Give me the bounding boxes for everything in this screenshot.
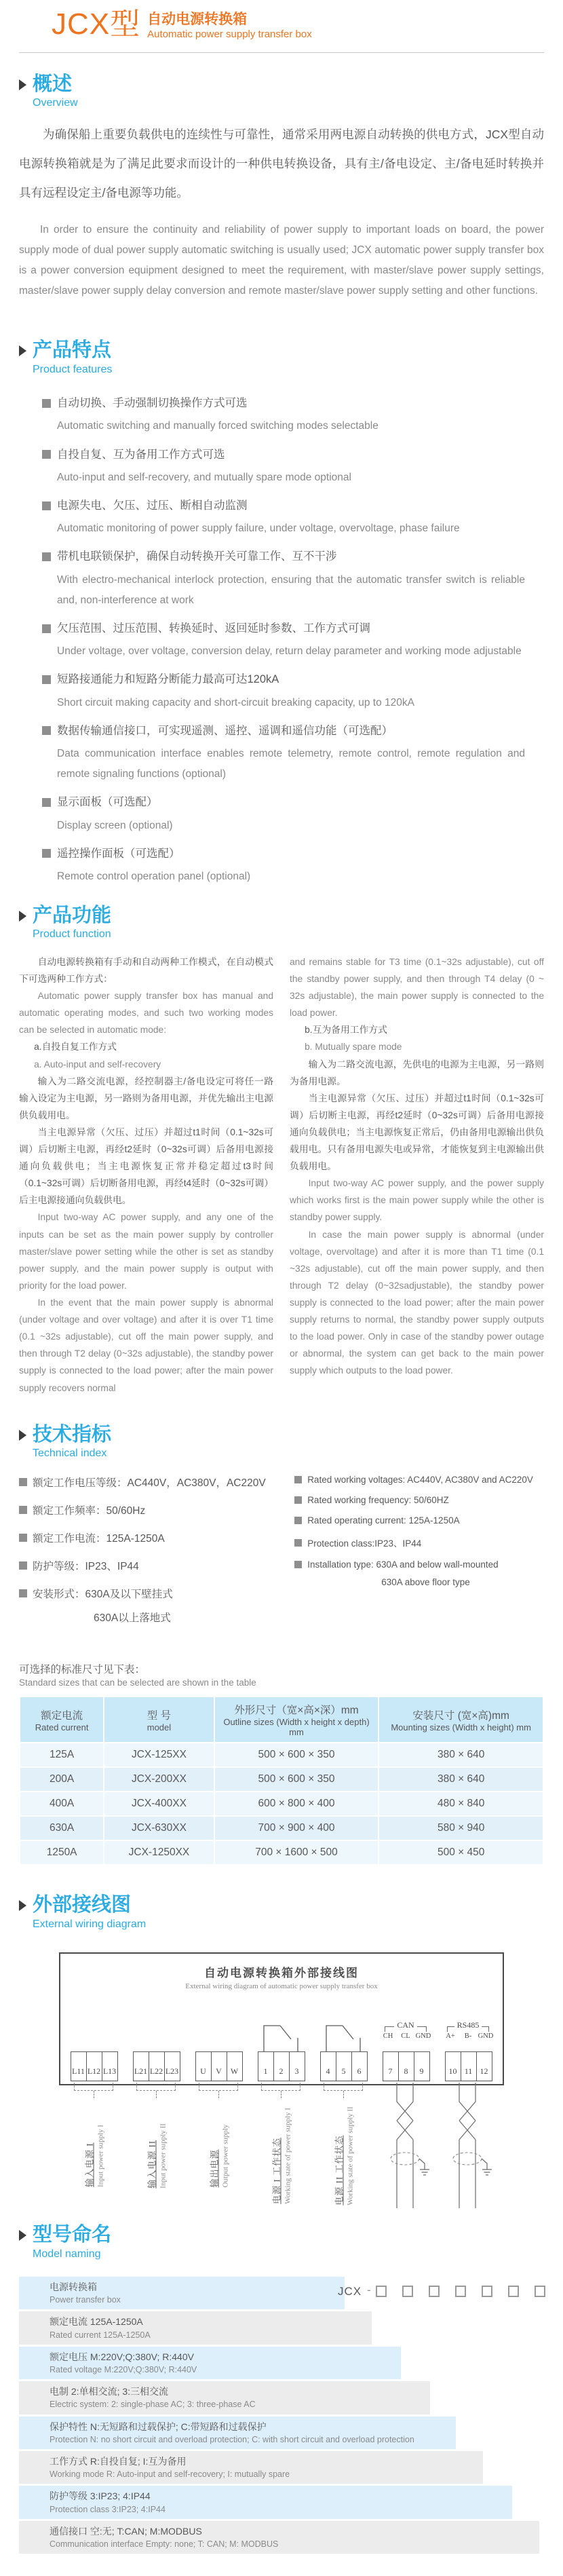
feature-text-cn: 显示面板（可选配） xyxy=(57,796,158,809)
function-paragraph: Input two-way AC power supply, and any one of the inputs can be set as the main power supply by controller master/slave power setting while the other is set as standby power supply, and the main power supply is output with priority for the load power. xyxy=(19,1212,273,1291)
ground-icon xyxy=(419,2159,429,2175)
spec-item xyxy=(19,1502,281,1517)
section-heading-overview xyxy=(19,73,544,111)
section-title-en: External wiring diagram xyxy=(33,1918,147,1930)
terminal: 11 xyxy=(461,2051,477,2081)
bracket-line xyxy=(218,2091,219,2098)
bracket-line xyxy=(324,2083,363,2091)
naming-row: 保护特性 N:无短路和过载保护; C:带短路和过载保护 Protection N: no short circuit and overload protection; C: with short circuit and overload protection xyxy=(19,2417,456,2449)
feature-text-en: Remote control operation panel (optional) xyxy=(57,870,251,882)
square-bullet-icon xyxy=(42,624,51,633)
section-title-en: Technical index xyxy=(33,1447,107,1460)
feature-item xyxy=(42,720,544,785)
spec-item xyxy=(294,1559,544,1570)
group-label: 输出电源 Output power supply xyxy=(209,2124,230,2188)
spec-text: Rated working frequency: 50/60HZ xyxy=(307,1495,449,1506)
feature-text-en: With electro-mechanical interlock protection, ensuring that the automatic transfer switch is reliable and, non-interference at work xyxy=(57,573,525,606)
section-title-cn: 技术指标 xyxy=(33,1423,112,1445)
feature-list xyxy=(42,392,544,887)
square-bullet-icon xyxy=(42,552,51,561)
triangle-icon xyxy=(19,911,26,922)
function-paragraph: Automatic power supply transfer box has manual and automatic operating modes, and such two working modes can be selected in automatic mode: xyxy=(19,991,273,1036)
naming-row: 通信接口 空:无; T:CAN; M:MODBUS Communication interface Empty: none; T: CAN; M: MODBUS xyxy=(19,2521,539,2554)
technical-en-column xyxy=(294,1475,544,1634)
feature-text-cn: 自投自复、互为备用工作方式可选 xyxy=(57,448,225,461)
col-header-rated-current: 额定电流 Rated current xyxy=(20,1697,103,1742)
col-header-model: 型 号 model xyxy=(104,1697,213,1742)
can-bus-label: CAN xyxy=(379,2020,432,2032)
square-bullet-icon xyxy=(294,1496,302,1504)
feature-text-cn: 自动切换、手动强制切换操作方式可选 xyxy=(57,397,248,410)
product-name-cn: 自动电源转换箱 xyxy=(147,12,248,27)
cell-rated-current: 1250A xyxy=(20,1841,103,1864)
terminal: 2 xyxy=(273,2051,290,2081)
spec-text: Rated working voltages: AC440V, AC380V and AC220V xyxy=(307,1475,533,1485)
function-paragraph: 当主电源异常（欠压、过压）并超过t1时间（0.1~32s可调）后切断主电源，再经t2延时（0~32s可调）后备用电源接通向负载供电；当主电源恢复正常后，仍由备用电源输出供负载用电。只有备用电源失电或异常，才能恢复到主电源输出供负载用电。 xyxy=(290,1093,544,1172)
section-title-cn: 外部接线图 xyxy=(33,1894,132,1916)
rs485-pin-labels: A+ B- GND xyxy=(446,2032,494,2041)
spec-item xyxy=(19,1558,281,1573)
square-bullet-icon xyxy=(294,1561,302,1568)
group-label: 输入电源 II Input power supply II xyxy=(147,2123,168,2189)
spec-item xyxy=(294,1536,544,1549)
switch-contact-icon xyxy=(254,2020,307,2051)
table-row xyxy=(20,1792,543,1815)
code-box xyxy=(535,2286,545,2297)
spec-text: Rated operating current: 125A-1250A xyxy=(307,1515,460,1526)
terminal-group-rs485 xyxy=(442,1952,494,2218)
section-title-cn: 产品功能 xyxy=(33,905,112,927)
overview-paragraph-cn: 为确保船上重要负载供电的连续性与可靠性，通常采用两电源自动转换的供电方式，JCX型自动电源转换箱就是为了满足此要求而设计的一种供电转换设备，具有主/备电设定、主/备电延时转换并具有远程设定主/备电源等功能。 xyxy=(19,128,544,200)
table-row xyxy=(20,1743,543,1766)
model-dash: - xyxy=(367,2283,371,2296)
bracket-line xyxy=(343,2091,344,2098)
section-heading-features xyxy=(19,339,544,377)
spec-item xyxy=(19,1530,281,1545)
ground-icon xyxy=(482,2159,492,2175)
diagram-title-cn: 自动电源转换箱外部接线图 xyxy=(204,1967,359,1980)
feature-text-en: Automatic monitoring of power supply failure, under voltage, overvoltage, phase failure xyxy=(57,523,460,535)
cell-outline-size: 700 × 1600 × 500 xyxy=(215,1841,378,1864)
header-divider xyxy=(19,52,544,53)
feature-item xyxy=(42,618,544,662)
square-bullet-icon xyxy=(42,726,51,735)
section-title-cn: 型号命名 xyxy=(33,2224,112,2246)
function-paragraph: b.互为备用工作方式 xyxy=(305,1025,387,1036)
cell-model: JCX-630XX xyxy=(104,1817,213,1840)
cell-rated-current: 400A xyxy=(20,1792,103,1815)
bracket-line xyxy=(199,2083,238,2091)
model-naming-diagram xyxy=(19,2277,544,2554)
page-header xyxy=(19,7,544,41)
cell-model: JCX-200XX xyxy=(104,1768,213,1791)
square-bullet-icon xyxy=(19,1534,27,1542)
spec-text: 额定工作频率：50/60Hz xyxy=(33,1505,146,1517)
feature-text-cn: 遥控操作面板（可选配） xyxy=(57,847,180,860)
bracket-line xyxy=(136,2083,176,2091)
feature-text-cn: 欠压范围、过压范围、转换延时、返回延时参数、工作方式可调 xyxy=(57,622,370,634)
code-box xyxy=(455,2286,466,2297)
feature-item xyxy=(42,444,544,488)
function-paragraph: 输入为二路交流电源，先供电的电源为主电源，另一路则为备用电源。 xyxy=(290,1059,544,1086)
technical-cn-column xyxy=(19,1475,281,1634)
function-paragraph: a.自投自复工作方式 xyxy=(34,1042,117,1053)
section-title-en: Product function xyxy=(33,928,111,941)
triangle-icon xyxy=(19,1430,26,1441)
group-label: 电源 I 工作状态 Working state of power supply I xyxy=(271,2108,292,2205)
function-paragraph: 当主电源异常（欠压、过压）并超过t1时间（0.1~32s可调）后切断主电源，再经t2延时（0~32s可调）后备用电源接通向负载供电；当主电源恢复正常并稳定超过t3时间（0.1~32s可调）后切断备用电源，再经t4延时（0~32s可调）后主电源接通向负载供电。 xyxy=(19,1126,273,1206)
section-title-en: Product features xyxy=(33,363,113,375)
naming-row: 防护等级 3:IP23; 4:IP44 Protection class 3:IP23; 4:IP44 xyxy=(19,2486,512,2518)
model-prefix: JCX xyxy=(338,2284,362,2298)
terminal: 4 xyxy=(320,2051,336,2081)
section-heading-technical xyxy=(19,1424,544,1462)
square-bullet-icon xyxy=(19,1478,27,1486)
terminal: 3 xyxy=(289,2051,305,2081)
feature-item xyxy=(42,495,544,539)
terminal-groups xyxy=(59,1952,504,2218)
feature-text-en: Under voltage, over voltage, conversion delay, return delay parameter and working mode adjustable xyxy=(57,645,522,658)
cell-model: JCX-400XX xyxy=(104,1792,213,1815)
code-box xyxy=(429,2286,440,2297)
terminal: L12 xyxy=(86,2051,102,2081)
function-paragraph: 自动电源转换箱有手动和自动两种工作模式，在自动模式下可选两种工作方式： xyxy=(19,956,273,984)
function-paragraph: b. Mutually spare mode xyxy=(305,1042,402,1053)
cell-mounting-size: 480 × 840 xyxy=(379,1792,543,1815)
col-header-outline-sizes: 外形尺寸（宽×高×深）mm Outline sizes (Width x height x depth) mm xyxy=(215,1697,378,1742)
naming-row: 电源转换箱 Power transfer box xyxy=(19,2277,345,2309)
feature-item xyxy=(42,392,544,436)
terminal-group-can xyxy=(379,1952,432,2218)
terminal: 10 xyxy=(445,2051,461,2081)
diagram-title-en: External wiring diagram of automatic power supply transfer box xyxy=(185,1982,378,1991)
spec-item xyxy=(19,1475,281,1490)
triangle-icon xyxy=(19,79,26,90)
cell-mounting-size: 500 × 450 xyxy=(379,1841,543,1864)
twisted-pair-icon xyxy=(379,2083,432,2208)
cell-outline-size: 600 × 800 × 400 xyxy=(215,1792,378,1815)
cell-rated-current: 125A xyxy=(20,1743,103,1766)
spec-item xyxy=(19,1586,281,1601)
feature-text-en: Auto-input and self-recovery, and mutually spare mode optional xyxy=(57,471,351,483)
terminal: U xyxy=(195,2051,212,2081)
table-row xyxy=(20,1817,543,1840)
feature-item xyxy=(42,791,544,835)
function-columns xyxy=(19,953,544,1397)
naming-row: 电制 2:单相交流; 3:三相交流 Electric system: 2: single-phase AC; 3: three-phase AC xyxy=(19,2381,430,2414)
bracket-line xyxy=(156,2091,157,2098)
spec-text: 安装形式：630A及以下壁挂式 xyxy=(33,1589,173,1601)
feature-text-cn: 数据传输通信接口，可实现遥测、遥控、遥调和遥信功能（可选配） xyxy=(57,724,393,737)
terminal: 1 xyxy=(258,2051,274,2081)
feature-item xyxy=(42,668,544,713)
cell-mounting-size: 380 × 640 xyxy=(379,1768,543,1791)
spec-text: Installation type: 630A and below wall-mounted xyxy=(307,1559,499,1570)
function-paragraph: Input two-way AC power supply, and the power supply which works first is the main power supply while the other is standby power supply. xyxy=(290,1178,544,1223)
square-bullet-icon xyxy=(42,450,51,459)
terminal: L22 xyxy=(149,2051,165,2081)
section-title-en: Overview xyxy=(33,97,78,109)
terminal-group-state2 xyxy=(317,1952,370,2218)
section-heading-function xyxy=(19,905,544,943)
cell-rated-current: 200A xyxy=(20,1768,103,1791)
square-bullet-icon xyxy=(42,399,51,408)
section-title-en: Model naming xyxy=(33,2248,101,2260)
feature-text-en: Data communication interface enables remote telemetry, remote control, remote regulation and remote signaling functions (optional) xyxy=(57,747,525,780)
overview-paragraph-en: In order to ensure the continuity and reliability of power supply to important loads on board, the power supply mode of dual power supply automatic switching is usually used; JCX automatic power supply transfer box is a power conversion equipment designed to meet the requirement, with master/slave power supply settings, master/slave power supply delay conversion and remote master/slave power supply setting and other functions. xyxy=(19,223,544,297)
code-box xyxy=(508,2286,519,2297)
section-title-cn: 产品特点 xyxy=(33,339,112,362)
triangle-icon xyxy=(19,345,26,356)
function-paragraph: and remains stable for T3 time (0.1~32s adjustable), cut off the standby power supply, and then through T4 delay (0 ~ 32s adjustable), the main power supply is connected to the load power. xyxy=(290,956,544,1019)
terminal: L23 xyxy=(164,2051,180,2081)
terminal-group-input2 xyxy=(130,1952,182,2218)
feature-text-en: Automatic switching and manually forced switching modes selectable xyxy=(57,420,378,432)
square-bullet-icon xyxy=(294,1476,302,1483)
cell-outline-size: 700 × 900 × 400 xyxy=(215,1817,378,1840)
terminal: 5 xyxy=(336,2051,352,2081)
square-bullet-icon xyxy=(19,1561,27,1570)
square-bullet-icon xyxy=(42,675,51,684)
function-right-column xyxy=(290,953,544,1397)
naming-row: 工作方式 R:自投自复; I:互为备用 Working mode R: Auto-input and self-recovery; I: mutually spare xyxy=(19,2451,483,2484)
spec-item xyxy=(294,1475,544,1485)
section-heading-wiring xyxy=(19,1894,544,1932)
square-bullet-icon xyxy=(19,1589,27,1597)
code-box xyxy=(402,2286,413,2297)
terminal: L13 xyxy=(102,2051,118,2081)
function-paragraph: a. Auto-input and self-recovery xyxy=(34,1059,161,1069)
square-bullet-icon xyxy=(294,1517,302,1524)
technical-columns xyxy=(19,1475,544,1634)
terminal: V xyxy=(211,2051,227,2081)
spec-item xyxy=(294,1515,544,1526)
square-bullet-icon xyxy=(19,1506,27,1514)
naming-row: 额定电流 125A-1250A Rated current 125A-1250A xyxy=(19,2311,372,2344)
table-row xyxy=(20,1841,543,1864)
rs485-bus-label: RS485 xyxy=(442,2020,494,2032)
terminal: 9 xyxy=(414,2051,430,2081)
cell-outline-size: 500 × 600 × 350 xyxy=(215,1743,378,1766)
square-bullet-icon xyxy=(42,798,51,807)
cell-model: JCX-1250XX xyxy=(104,1841,213,1864)
product-model-title: JCX型 xyxy=(52,7,141,41)
bracket-line xyxy=(281,2091,282,2098)
table-row xyxy=(20,1768,543,1791)
cell-model: JCX-125XX xyxy=(104,1743,213,1766)
cell-mounting-size: 380 × 640 xyxy=(379,1743,543,1766)
cell-mounting-size: 580 × 940 xyxy=(379,1817,543,1840)
feature-item xyxy=(42,843,544,887)
cell-outline-size: 500 × 600 × 350 xyxy=(215,1768,378,1791)
table-header-row xyxy=(20,1697,543,1742)
product-name-en: Automatic power supply transfer box xyxy=(147,29,312,41)
function-paragraph: In the event that the main power supply is abnormal (under voltage and over voltage) and after it is over T1 time (0.1 ~32s adjustable), cut off the main power supply, and then through T2 delay (0~32s adjustable), the standby power supply is connected to the load power; after the main power supply recovers normal xyxy=(19,1298,273,1393)
spec-subtext: 630A以上落地式 xyxy=(94,1612,171,1625)
function-paragraph: In case the main power supply is abnormal (under voltage, overvoltage) and after it is more than T1 time (0.1 ~32s adjustable), cut off the main power supply, and then through T2 delay (0~32sadjustable), the standby power supply is connected to the load power; after the main power supply returns to normal, the standby power supply outputs to the load power. Only in case of the standby power outage or abnormal, the system can get back to the main power supply which outputs to the load power. xyxy=(290,1229,544,1376)
standard-sizes-table xyxy=(19,1696,544,1865)
code-box xyxy=(482,2286,492,2297)
terminal: 8 xyxy=(398,2051,414,2081)
spec-text: 防护等级：IP23、IP44 xyxy=(33,1561,139,1573)
terminal: W xyxy=(227,2051,243,2081)
code-box xyxy=(376,2286,387,2297)
feature-text-cn: 电源失电、欠压、过压、断相自动监测 xyxy=(57,499,248,512)
terminal-group-input1 xyxy=(67,1952,120,2218)
bracket-line xyxy=(261,2083,300,2091)
feature-text-cn: 带机电联锁保护，确保自动转换开关可靠工作、互不干涉 xyxy=(57,550,337,563)
square-bullet-icon xyxy=(42,849,51,858)
section-heading-naming xyxy=(19,2224,544,2262)
square-bullet-icon xyxy=(42,501,51,510)
group-label: 电源 II 工作状态 Working state of power supply II xyxy=(334,2106,355,2205)
terminal-group-state1 xyxy=(254,1952,307,2218)
triangle-icon xyxy=(19,1900,26,1911)
can-pin-labels: CH CL GND xyxy=(383,2032,431,2041)
section-title-cn: 概述 xyxy=(33,73,73,95)
square-bullet-icon xyxy=(294,1539,302,1547)
spec-item xyxy=(294,1495,544,1505)
function-left-column xyxy=(19,953,273,1397)
spec-text: Protection class:IP23、IP44 xyxy=(307,1538,422,1549)
bracket-line xyxy=(74,2083,113,2091)
terminal-group-output xyxy=(192,1952,245,2218)
feature-text-en: Short circuit making capacity and short-circuit breaking capacity, up to 120kA xyxy=(57,696,414,708)
naming-row: 额定电压 M:220V;Q:380V; R:440V Rated voltage M:220V;Q:380V; R:440V xyxy=(19,2347,401,2379)
switch-contact-icon xyxy=(317,2020,370,2051)
feature-text-cn: 短路接通能力和短路分断能力最高可达120kA xyxy=(57,673,279,686)
spec-text: 额定工作电压等级：AC440V，AC380V，AC220V xyxy=(33,1477,266,1490)
terminal: 7 xyxy=(383,2051,399,2081)
terminal: 6 xyxy=(351,2051,368,2081)
terminal: L21 xyxy=(133,2051,149,2081)
col-header-mounting-sizes: 安装尺寸 (宽×高)mm Mounting sizes (Width x height) mm xyxy=(379,1697,543,1742)
terminal: L11 xyxy=(71,2051,87,2081)
function-paragraph: 输入为二路交流电源，经控制器主/备电设定可将任一路输入设定为主电源，另一路则为备用电源，并优先输出主电源供负载用电。 xyxy=(19,1076,273,1120)
spec-text: 额定工作电流：125A-1250A xyxy=(33,1533,165,1545)
wiring-diagram xyxy=(59,1952,504,2218)
feature-item xyxy=(42,546,544,611)
cell-rated-current: 630A xyxy=(20,1817,103,1840)
feature-text-en: Display screen (optional) xyxy=(57,819,173,831)
table-intro-cn: 可选择的标准尺寸见下表： xyxy=(19,1664,146,1676)
spec-subtext: 630A above floor type xyxy=(381,1577,470,1588)
group-label: 输入电源 I Input power supply I xyxy=(84,2125,105,2188)
terminal: 12 xyxy=(476,2051,492,2081)
table-intro-en: Standard sizes that can be selected are shown in the table xyxy=(19,1678,256,1688)
twisted-pair-icon xyxy=(442,2083,494,2208)
